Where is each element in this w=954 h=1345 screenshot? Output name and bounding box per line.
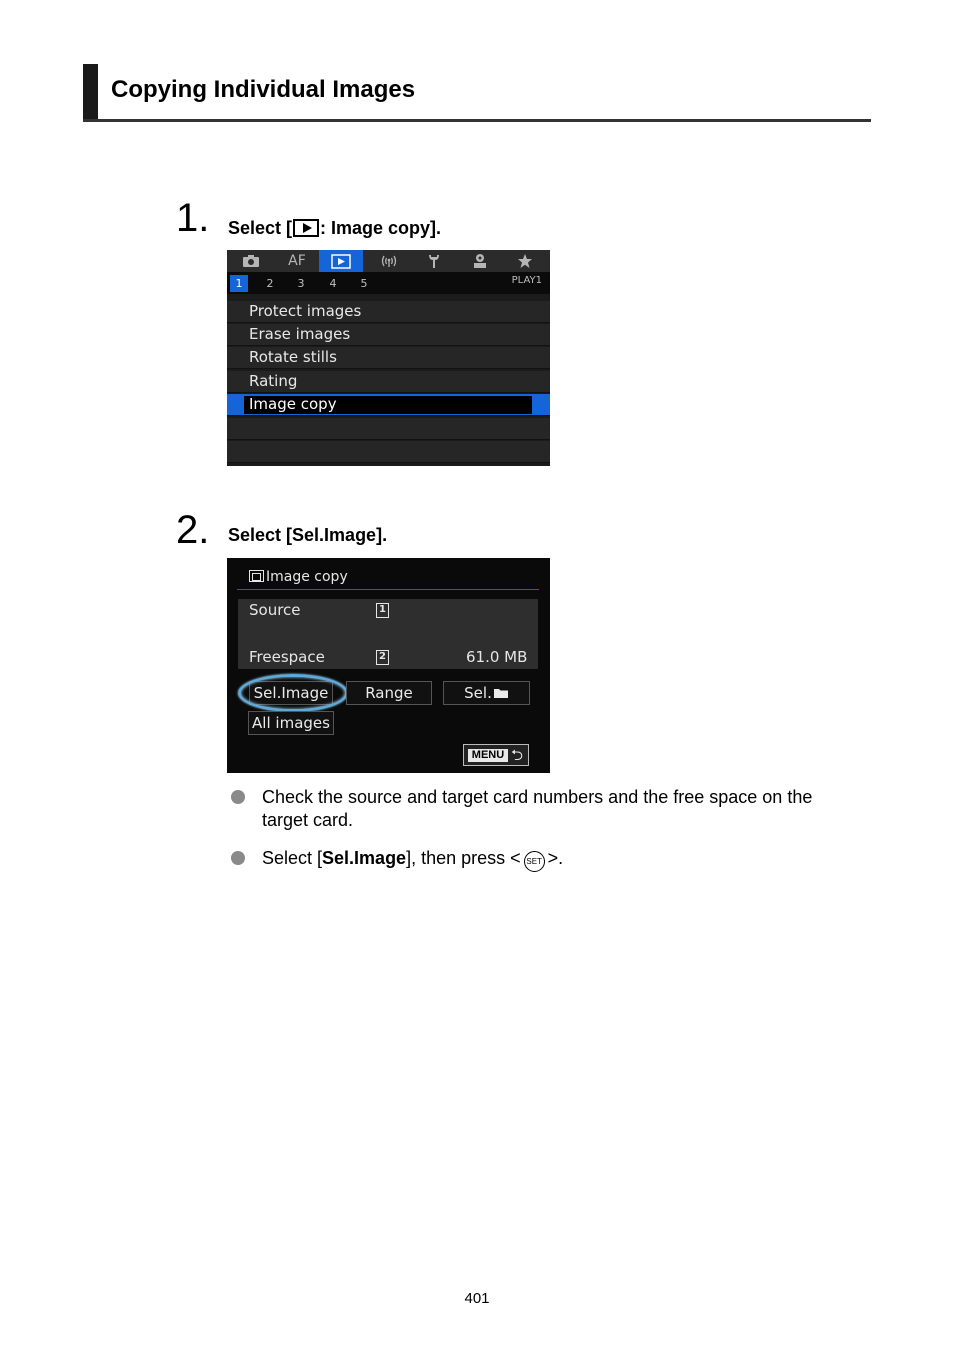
- menu-item-protect-images[interactable]: Protect images: [227, 301, 550, 323]
- folder-icon: [493, 687, 509, 699]
- all-images-button[interactable]: All images: [248, 711, 334, 735]
- subtab-2[interactable]: 2: [266, 277, 274, 290]
- page-title: Copying Individual Images: [111, 76, 416, 103]
- bullet-text-1: Check the source and target card numbers and the free space on the target card.: [262, 787, 813, 830]
- title-divider: [237, 589, 539, 590]
- section-heading: [83, 64, 871, 122]
- menu-subtab-bar: [227, 272, 550, 294]
- menu-item-image-copy[interactable]: Image copy: [227, 394, 550, 416]
- highlight-ring: [238, 674, 348, 712]
- card-1-icon: 1: [376, 603, 389, 618]
- play-icon[interactable]: [319, 250, 363, 272]
- camera-menu-screen-playback: [227, 250, 550, 466]
- menu-item-empty-1: [227, 418, 550, 440]
- bullet-dot-1: [231, 790, 245, 804]
- menu-item-rotate-stills[interactable]: Rotate stills: [227, 347, 550, 369]
- subtab-3[interactable]: 3: [297, 277, 305, 290]
- source-label: Source: [249, 601, 301, 619]
- heading-rule: [83, 119, 871, 122]
- menu-item-erase-images[interactable]: Erase images: [227, 324, 550, 346]
- step-1-text: [228, 218, 441, 239]
- screen-title: Image copy: [249, 569, 348, 585]
- menu-key-label: MENU: [468, 749, 508, 762]
- step-1-number: 1.: [176, 196, 210, 240]
- menu-tab-bar: [227, 250, 550, 272]
- menu-return-button[interactable]: [463, 744, 529, 766]
- play-page-label: PLAY1: [511, 275, 542, 286]
- bullet-text-2: Select [Sel.Image], then press < SET >.: [262, 847, 862, 872]
- sel-image-button[interactable]: Sel.Image: [249, 681, 333, 705]
- range-button[interactable]: Range: [346, 681, 432, 705]
- bullet-dot-2: [231, 851, 245, 865]
- card-2-icon: 2: [376, 650, 389, 665]
- step-1-text-suffix: : Image copy].: [320, 218, 442, 238]
- star-icon[interactable]: [503, 250, 547, 272]
- freespace-value: 61.0 MB: [466, 648, 528, 666]
- menu-item-empty-2: [227, 441, 550, 463]
- return-icon: ⮌: [511, 746, 524, 764]
- wireless-icon[interactable]: [367, 250, 411, 272]
- camera-image-copy-screen: [227, 558, 550, 773]
- custom-icon[interactable]: [458, 250, 502, 272]
- sel-folder-button[interactable]: Sel.: [443, 681, 530, 705]
- page-number: 401: [464, 1290, 490, 1307]
- image-copy-icon: [249, 570, 264, 582]
- subtab-4[interactable]: 4: [329, 277, 337, 290]
- card-info-panel: [238, 599, 538, 669]
- subtab-5[interactable]: 5: [360, 277, 368, 290]
- tab-af[interactable]: AF: [288, 253, 306, 269]
- subtab-1[interactable]: 1: [230, 275, 248, 292]
- set-button-icon: SET: [524, 851, 545, 872]
- heading-bar: [83, 64, 98, 122]
- wrench-icon[interactable]: [412, 250, 456, 272]
- freespace-label: Freespace: [249, 648, 325, 666]
- step-1-text-prefix: Select [: [228, 218, 293, 238]
- step-2-text: Select [Sel.Image].: [228, 525, 388, 545]
- menu-item-rating[interactable]: Rating: [227, 371, 550, 393]
- camera-icon[interactable]: [229, 250, 273, 272]
- step-2-number: 2.: [176, 508, 210, 552]
- playback-tab-icon: [293, 219, 319, 237]
